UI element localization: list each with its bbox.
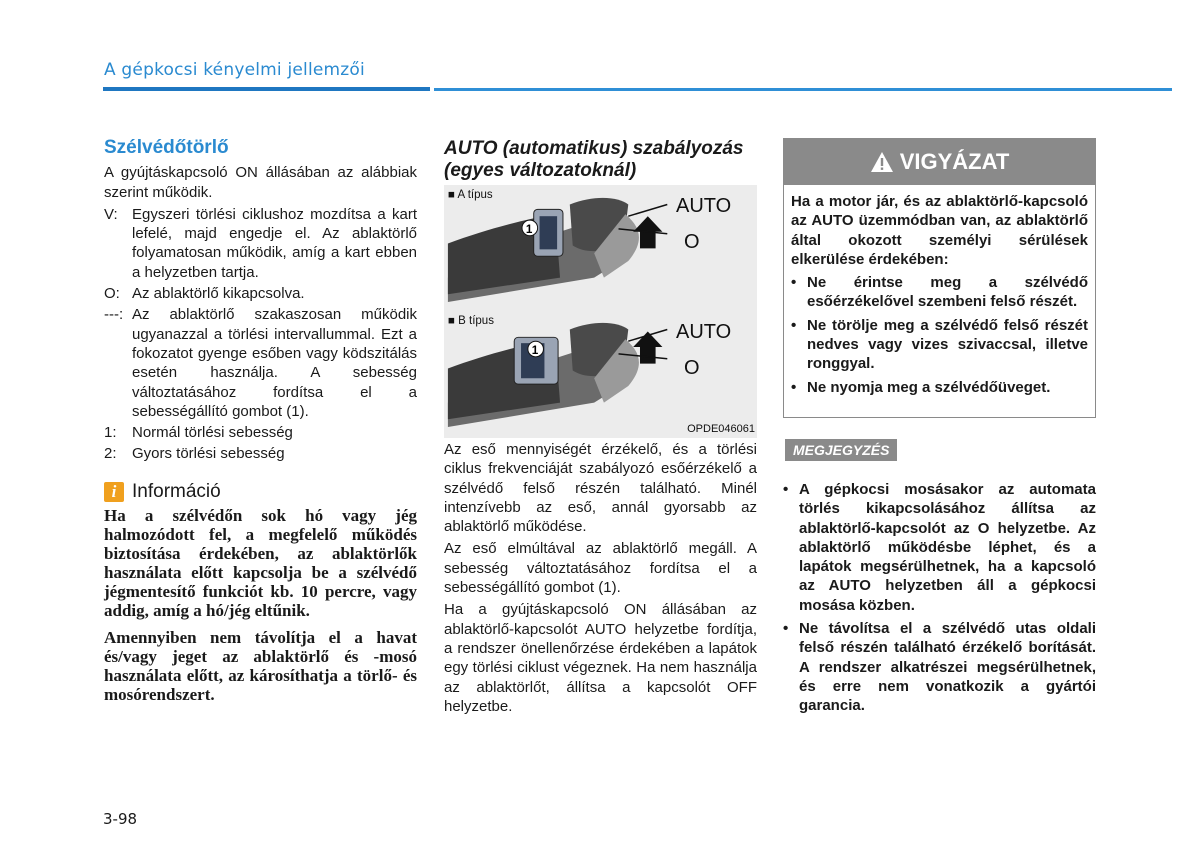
page-number: 3-98 [103,810,138,828]
svg-text:1: 1 [531,343,539,357]
auto-paragraph: Az eső mennyiségét érzékelő, és a törlési ciklus frekvenciáját szabályozó esőérzékelő a szélvédő felső részén található. Minél intenzívebb az eső, annál gyorsabb az ablaktörlő működése. [444,441,757,536]
list-item: O: Az ablaktörlő kikapcsolva. [104,285,305,303]
header-rule-dark [103,87,430,91]
off-label-b: O [684,357,700,379]
chapter-title: A gépkocsi kényelmi jellemzői [104,60,365,80]
auto-section-title: AUTO (automatikus) szabályozás (egyes változatoknál) [444,138,744,181]
warning-intro: Ha a motor jár, és az ablaktörlő-kapcsoló az AUTO üzemmódban van, az ablaktörlő által okozott személyi sérülések elkerülése érdekében: [791,193,1088,268]
note-item: • Ne távolítsa el a szélvédő utas oldali felső részén található érzékelő borítását. A rendszer alkatrészei megsérülhetnek, és erre nem vonatkozik a gyártói garancia. [783,620,1096,715]
auto-paragraph: Az eső elmúltával az ablaktörlő megáll. A sebesség változtatásához fordítsa el a sebességállító gombot (1). [444,540,757,597]
figure-code: OPDE046061 [687,423,755,435]
position-list [104,205,417,464]
figure-label-a: ■ A típus [448,189,493,201]
note-item: • A gépkocsi mosásakor az automata törlés kikapcsolásához állítsa az ablaktörlő-kapcsolót az O helyzetbe. Az ablaktörlő működésbe léphet, és a lapátok megsérülhetnek, ha a kapcsoló az AUTO helyzetben áll a gépkocsi mosása közben. [783,481,1096,614]
off-label-a: O [684,231,700,253]
info-paragraph: Amennyiben nem távolítja el a havat és/vagy jeget az ablaktörlő és -mosó használata előtt, az károsíthatja a törlő- és mosórendszert. [104,627,417,704]
list-item: ---: Az ablaktörlő szakaszosan működik ugyanazzal a törlési intervallummal. Ezt a fokozatot gyenge esőben vagy ködszitálás esetén használja. A sebesség változtatásához fordítsa el a sebességállító gombot (1). [104,306,417,420]
info-icon: i [104,482,124,502]
auto-label-b: AUTO [676,321,732,343]
warning-box [783,138,1096,418]
info-title: Információ [132,481,221,503]
warning-body [784,185,1095,397]
auto-paragraph: Ha a gyújtáskapcsoló ON állásában az ablaktörlő-kapcsolót AUTO helyzetbe fordítja, a rendszer önellenőrzése érdekében a lapátok egy törlési ciklust végeznek. Ha nem használja az ablaktörlőt, állítsa a kapcsolót OFF helyzetbe. [444,601,757,715]
list-item: 2: Gyors törlési sebesség [104,445,285,463]
warning-item: • Ne nyomja meg a szélvédőüveget. [791,378,1051,396]
auto-label-a: AUTO [676,195,732,217]
middle-body [444,440,757,716]
warning-item: • Ne érintse meg a szélvédő esőérzékelővel szembeni felső részét. [791,274,1088,311]
warning-icon [870,151,894,173]
note-body [783,476,1096,716]
warning-header [784,139,1095,185]
figure-label-b: ■ B típus [448,315,494,327]
left-column [104,138,417,704]
warning-title: VIGYÁZAT [899,149,1010,174]
list-item: V: Egyszeri törlési ciklushoz mozdítsa a kart lefelé, majd engedje el. Az ablaktörlő folyamatosan működik, amíg a kart ebben a helyzetben tartja. [104,205,417,281]
header-rule-light [434,88,1172,91]
middle-column [444,138,757,182]
svg-text:1: 1 [525,222,533,236]
intro-text: A gyújtáskapcsoló ON állásában az alábbiak szerint működik. [104,164,417,201]
info-heading [104,482,417,502]
note-badge: MEGJEGYZÉS [785,439,897,461]
wiper-switch-figure [444,185,757,438]
info-paragraph: Ha a szélvédőn sok hó vagy jég halmozódott fel, a megfelelő működés biztosítása érdekében, az ablaktörlők használata előtt kapcsolja be a szélvédő jégmentesítő funkciót kb. 10 percre, vagy addig, amíg a hó/jég eltűnik. [104,505,417,620]
section-title: Szélvédőtörlő [104,137,229,158]
list-item: 1: Normál törlési sebesség [104,424,293,442]
warning-item: • Ne törölje meg a szélvédő felső részét nedves vagy vizes szivaccsal, illetve ronggyal. [791,316,1088,373]
